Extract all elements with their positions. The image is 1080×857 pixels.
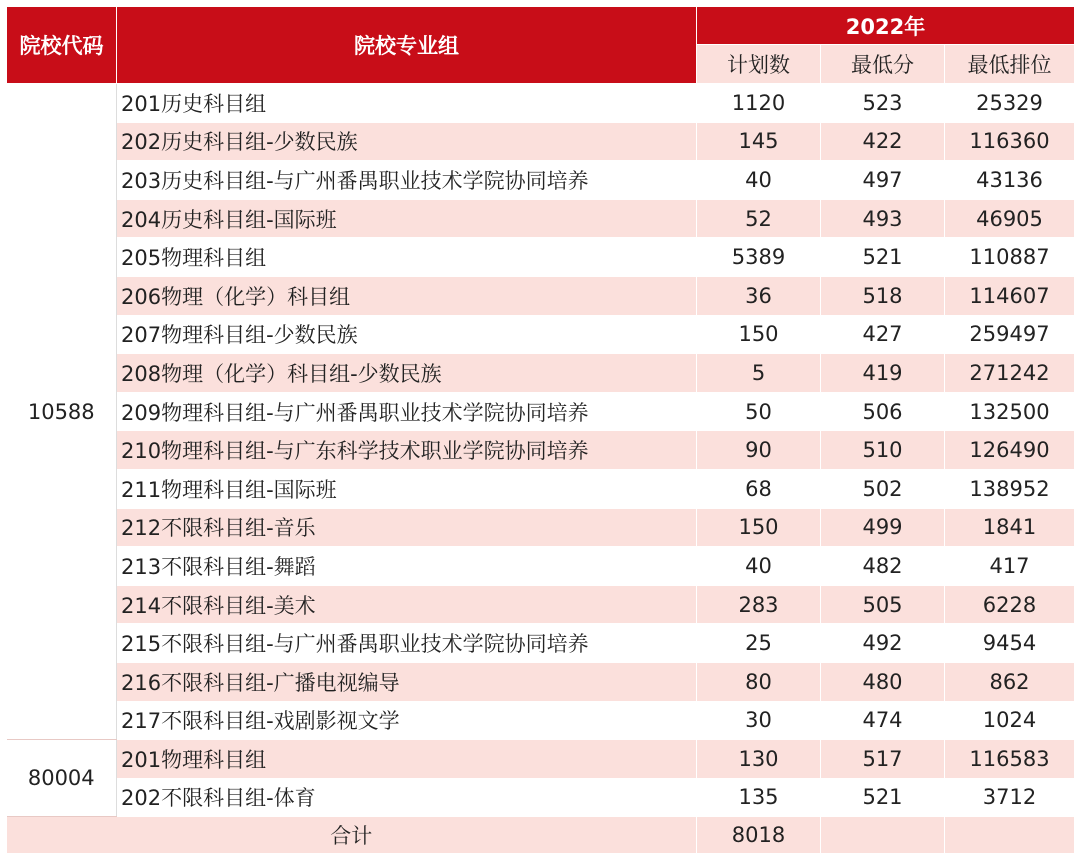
table-row [7,431,1075,470]
major-group-cell: 208物理（化学）科目组-少数民族 [117,354,697,393]
table-row [7,662,1075,701]
admission-table [6,6,1075,854]
plan-count-cell: 130 [697,740,821,779]
min-rank-cell: 116583 [945,740,1075,779]
header-school-code: 院校代码 [7,7,117,84]
min-score-cell: 419 [821,354,945,393]
table-header [7,7,1075,84]
table-row [7,469,1075,508]
header-year: 2022年 [697,7,1075,45]
header-min-rank: 最低排位 [945,45,1075,84]
major-group-cell: 201物理科目组 [117,740,697,779]
plan-count-cell: 135 [697,778,821,817]
school-code-cell: 80004 [7,740,117,817]
major-group-cell: 216不限科目组-广播电视编导 [117,662,697,701]
min-score-cell: 505 [821,585,945,624]
table-row [7,199,1075,238]
min-score-cell: 521 [821,778,945,817]
header-major-group: 院校专业组 [117,7,697,84]
table-row [7,392,1075,431]
major-group-cell: 210物理科目组-与广东科学技术职业学院协同培养 [117,431,697,470]
total-row [7,817,1075,854]
min-score-cell: 502 [821,469,945,508]
table-row [7,547,1075,586]
min-score-cell: 482 [821,547,945,586]
total-empty-cell [821,817,945,854]
min-score-cell: 497 [821,161,945,200]
total-label: 合计 [7,817,697,854]
major-group-cell: 211物理科目组-国际班 [117,469,697,508]
min-rank-cell: 116360 [945,122,1075,161]
admission-table-container [6,6,1074,854]
table-row [7,238,1075,277]
major-group-cell: 203历史科目组-与广州番禺职业技术学院协同培养 [117,161,697,200]
major-group-cell: 205物理科目组 [117,238,697,277]
table-row [7,354,1075,393]
table-row [7,508,1075,547]
major-group-cell: 201历史科目组 [117,84,697,123]
min-rank-cell: 3712 [945,778,1075,817]
min-score-cell: 427 [821,315,945,354]
total-empty-cell [945,817,1075,854]
plan-count-cell: 5389 [697,238,821,277]
table-row [7,778,1075,817]
header-min-score: 最低分 [821,45,945,84]
min-rank-cell: 126490 [945,431,1075,470]
min-score-cell: 492 [821,624,945,663]
total-plan-count: 8018 [697,817,821,854]
min-score-cell: 422 [821,122,945,161]
plan-count-cell: 283 [697,585,821,624]
plan-count-cell: 50 [697,392,821,431]
table-body [7,84,1075,854]
major-group-cell: 217不限科目组-戏剧影视文学 [117,701,697,740]
major-group-cell: 213不限科目组-舞蹈 [117,547,697,586]
min-score-cell: 499 [821,508,945,547]
major-group-cell: 202不限科目组-体育 [117,778,697,817]
table-row [7,84,1075,123]
plan-count-cell: 90 [697,431,821,470]
min-rank-cell: 259497 [945,315,1075,354]
major-group-cell: 209物理科目组-与广州番禺职业技术学院协同培养 [117,392,697,431]
major-group-cell: 212不限科目组-音乐 [117,508,697,547]
min-rank-cell: 417 [945,547,1075,586]
min-score-cell: 523 [821,84,945,123]
major-group-cell: 214不限科目组-美术 [117,585,697,624]
major-group-cell: 215不限科目组-与广州番禺职业技术学院协同培养 [117,624,697,663]
min-rank-cell: 9454 [945,624,1075,663]
plan-count-cell: 40 [697,161,821,200]
min-score-cell: 521 [821,238,945,277]
table-row [7,276,1075,315]
min-rank-cell: 138952 [945,469,1075,508]
min-rank-cell: 1841 [945,508,1075,547]
min-score-cell: 493 [821,199,945,238]
plan-count-cell: 25 [697,624,821,663]
min-rank-cell: 6228 [945,585,1075,624]
table-row [7,624,1075,663]
min-score-cell: 510 [821,431,945,470]
min-rank-cell: 46905 [945,199,1075,238]
table-row [7,122,1075,161]
plan-count-cell: 5 [697,354,821,393]
major-group-cell: 206物理（化学）科目组 [117,276,697,315]
major-group-cell: 202历史科目组-少数民族 [117,122,697,161]
plan-count-cell: 145 [697,122,821,161]
min-rank-cell: 862 [945,662,1075,701]
plan-count-cell: 30 [697,701,821,740]
min-score-cell: 474 [821,701,945,740]
min-rank-cell: 25329 [945,84,1075,123]
plan-count-cell: 1120 [697,84,821,123]
plan-count-cell: 52 [697,199,821,238]
min-score-cell: 506 [821,392,945,431]
plan-count-cell: 80 [697,662,821,701]
table-row [7,161,1075,200]
plan-count-cell: 40 [697,547,821,586]
table-row [7,701,1075,740]
table-row [7,740,1075,779]
min-score-cell: 480 [821,662,945,701]
min-score-cell: 518 [821,276,945,315]
school-code-cell: 10588 [7,84,117,740]
min-rank-cell: 132500 [945,392,1075,431]
plan-count-cell: 36 [697,276,821,315]
plan-count-cell: 68 [697,469,821,508]
min-rank-cell: 43136 [945,161,1075,200]
table-row [7,315,1075,354]
major-group-cell: 204历史科目组-国际班 [117,199,697,238]
min-rank-cell: 271242 [945,354,1075,393]
min-score-cell: 517 [821,740,945,779]
header-plan-count: 计划数 [697,45,821,84]
table-row [7,585,1075,624]
min-rank-cell: 114607 [945,276,1075,315]
min-rank-cell: 110887 [945,238,1075,277]
min-rank-cell: 1024 [945,701,1075,740]
major-group-cell: 207物理科目组-少数民族 [117,315,697,354]
plan-count-cell: 150 [697,315,821,354]
plan-count-cell: 150 [697,508,821,547]
